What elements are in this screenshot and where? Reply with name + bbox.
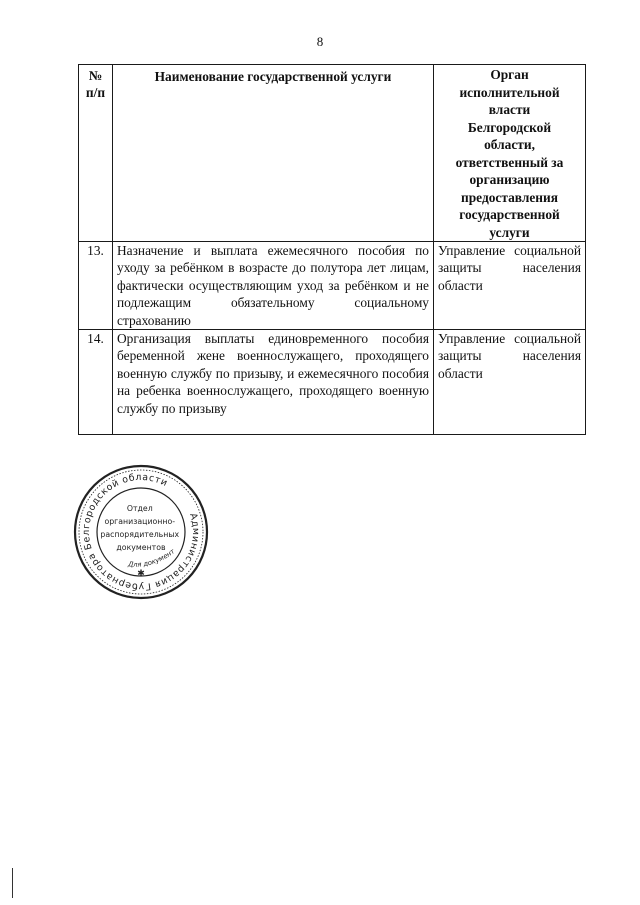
seal-star-icon: ✱ [137,569,145,579]
row-number: 14. [79,330,113,435]
page-number: 8 [316,34,324,49]
official-seal-stamp [70,461,212,603]
responsible-body: Управление социальной защиты населения области [434,330,586,435]
seal-graphic [70,461,212,603]
table-row [79,242,586,330]
header-responsible-body [434,65,586,242]
header-org-line: предоставления [461,189,558,205]
table-header-row [79,65,586,242]
header-org-line: исполнительной [459,84,560,100]
header-org-line: ответственный за [455,154,564,170]
header-number-sign: № [88,68,103,83]
service-name: Организация выплаты единовременного пособия беременной жене военнослужащего, проходящего военную службу по призыву, и ежемесячного пособия на ребенка военнослужащего, проходящего военную службу по призыву [113,330,434,435]
row-number: 13. [79,242,113,330]
header-number-abbr: п/п [85,85,106,101]
responsible-body: Управление социальной защиты населения области [434,242,586,330]
header-org-line: Белгородской [467,119,552,135]
service-name: Назначение и выплата ежемесячного пособия по уходу за ребёнком в возрасте до полутора лет лицам, фактически осуществляющим уход за ребёнком и не подлежащим обязательному социальному страхованию [113,242,434,330]
seal-center-text: Отдел организационно- распорядительных документов [100,504,180,552]
table-row [79,330,586,435]
header-service-name: Наименование государственной услуги [113,65,434,242]
header-org-line: Орган [490,67,529,82]
seal-bottom-text: Для документ [127,547,177,569]
header-org-line: власти [488,102,531,117]
services-table [78,64,586,435]
header-org-line: государственной [459,207,560,222]
header-number [79,65,113,242]
header-org-line: услуги [489,224,530,240]
left-margin-mark [12,868,13,898]
seal-ring-text: Администрация Губернатора Белгородской области [80,471,202,593]
header-org-line: организацию [469,172,550,187]
header-org-line: области, [484,137,535,152]
